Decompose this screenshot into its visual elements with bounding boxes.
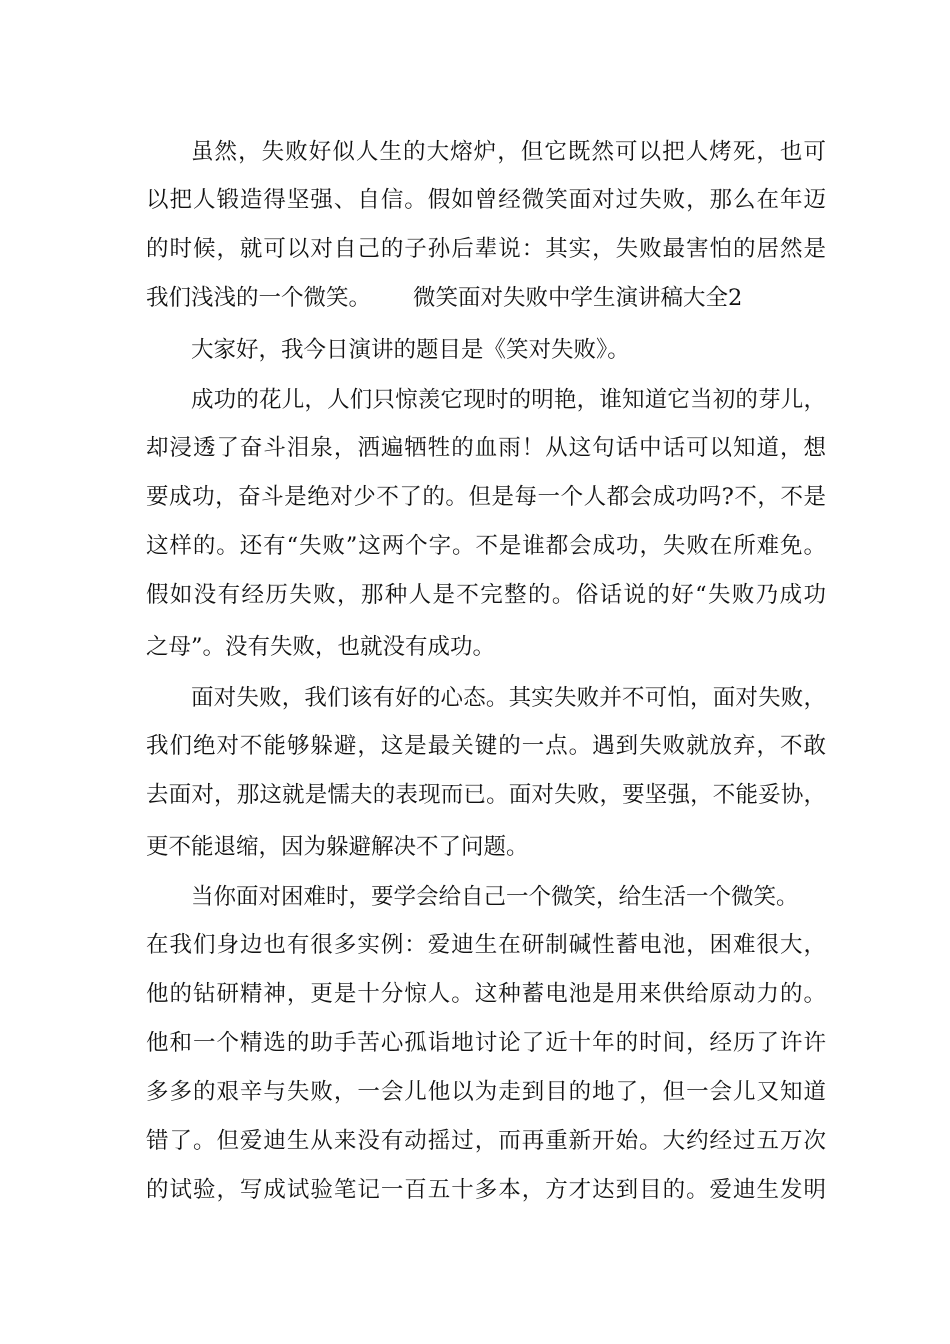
- paragraph-line: 在我们身边也有很多实例：爱迪生在研制碱性蓄电池，困难很大，: [146, 932, 826, 958]
- paragraph-line: 多多的艰辛与失败，一会儿他以为走到目的地了，但一会儿又知道: [146, 1079, 826, 1105]
- paragraph-line: 的试验，写成试验笔记一百五十多本，方才达到目的。爱迪生发明: [146, 1177, 826, 1203]
- paragraph-line: 以把人锻造得坚强、自信。假如曾经微笑面对过失败，那么在年迈: [146, 187, 826, 213]
- paragraph-line: 去面对，那这就是懦夫的表现而已。面对失败，要坚强，不能妥协，: [146, 782, 826, 808]
- paragraph-line: 我们绝对不能够躲避，这是最关键的一点。遇到失败就放弃，不敢: [146, 733, 826, 759]
- section-title: 微笑面对失败中学生演讲稿大全2: [413, 285, 743, 311]
- paragraph-line: 成功的花儿，人们只惊羡它现时的明艳，谁知道它当初的芽儿，: [191, 387, 826, 413]
- paragraph-line: 当你面对困难时，要学会给自己一个微笑，给生活一个微笑。: [191, 884, 799, 910]
- paragraph-line: 他的钻研精神，更是十分惊人。这种蓄电池是用来供给原动力的。: [146, 981, 826, 1007]
- paragraph-line: 要成功，奋斗是绝对少不了的。但是每一个人都会成功吗?不，不是: [146, 484, 826, 510]
- paragraph-line: 面对失败，我们该有好的心态。其实失败并不可怕，面对失败，: [191, 685, 826, 711]
- paragraph-line: 虽然，失败好似人生的大熔炉，但它既然可以把人烤死，也可: [191, 139, 826, 165]
- paragraph-line: 假如没有经历失败，那种人是不完整的。俗话说的好“失败乃成功: [146, 582, 826, 608]
- paragraph-line: 错了。但爱迪生从来没有动摇过，而再重新开始。大约经过五万次: [146, 1128, 826, 1154]
- paragraph-line: 更不能退缩，因为躲避解决不了问题。: [146, 834, 529, 860]
- paragraph-line: 的时候，就可以对自己的子孙后辈说：其实，失败最害怕的居然是: [146, 236, 826, 262]
- paragraph-line: 大家好，我今日演讲的题目是《笑对失败》。: [191, 337, 630, 363]
- paragraph-line: 却浸透了奋斗泪泉，洒遍牺牲的血雨！从这句话中话可以知道，想: [146, 435, 826, 461]
- paragraph-line: 之母”。没有失败，也就没有成功。: [146, 634, 496, 660]
- paragraph-line: 这样的。还有“失败”这两个字。不是谁都会成功，失败在所难免。: [146, 533, 826, 559]
- paragraph-line: 他和一个精选的助手苦心孤诣地讨论了近十年的时间，经历了许许: [146, 1030, 826, 1056]
- paragraph-line: 我们浅浅的一个微笑。: [146, 285, 372, 311]
